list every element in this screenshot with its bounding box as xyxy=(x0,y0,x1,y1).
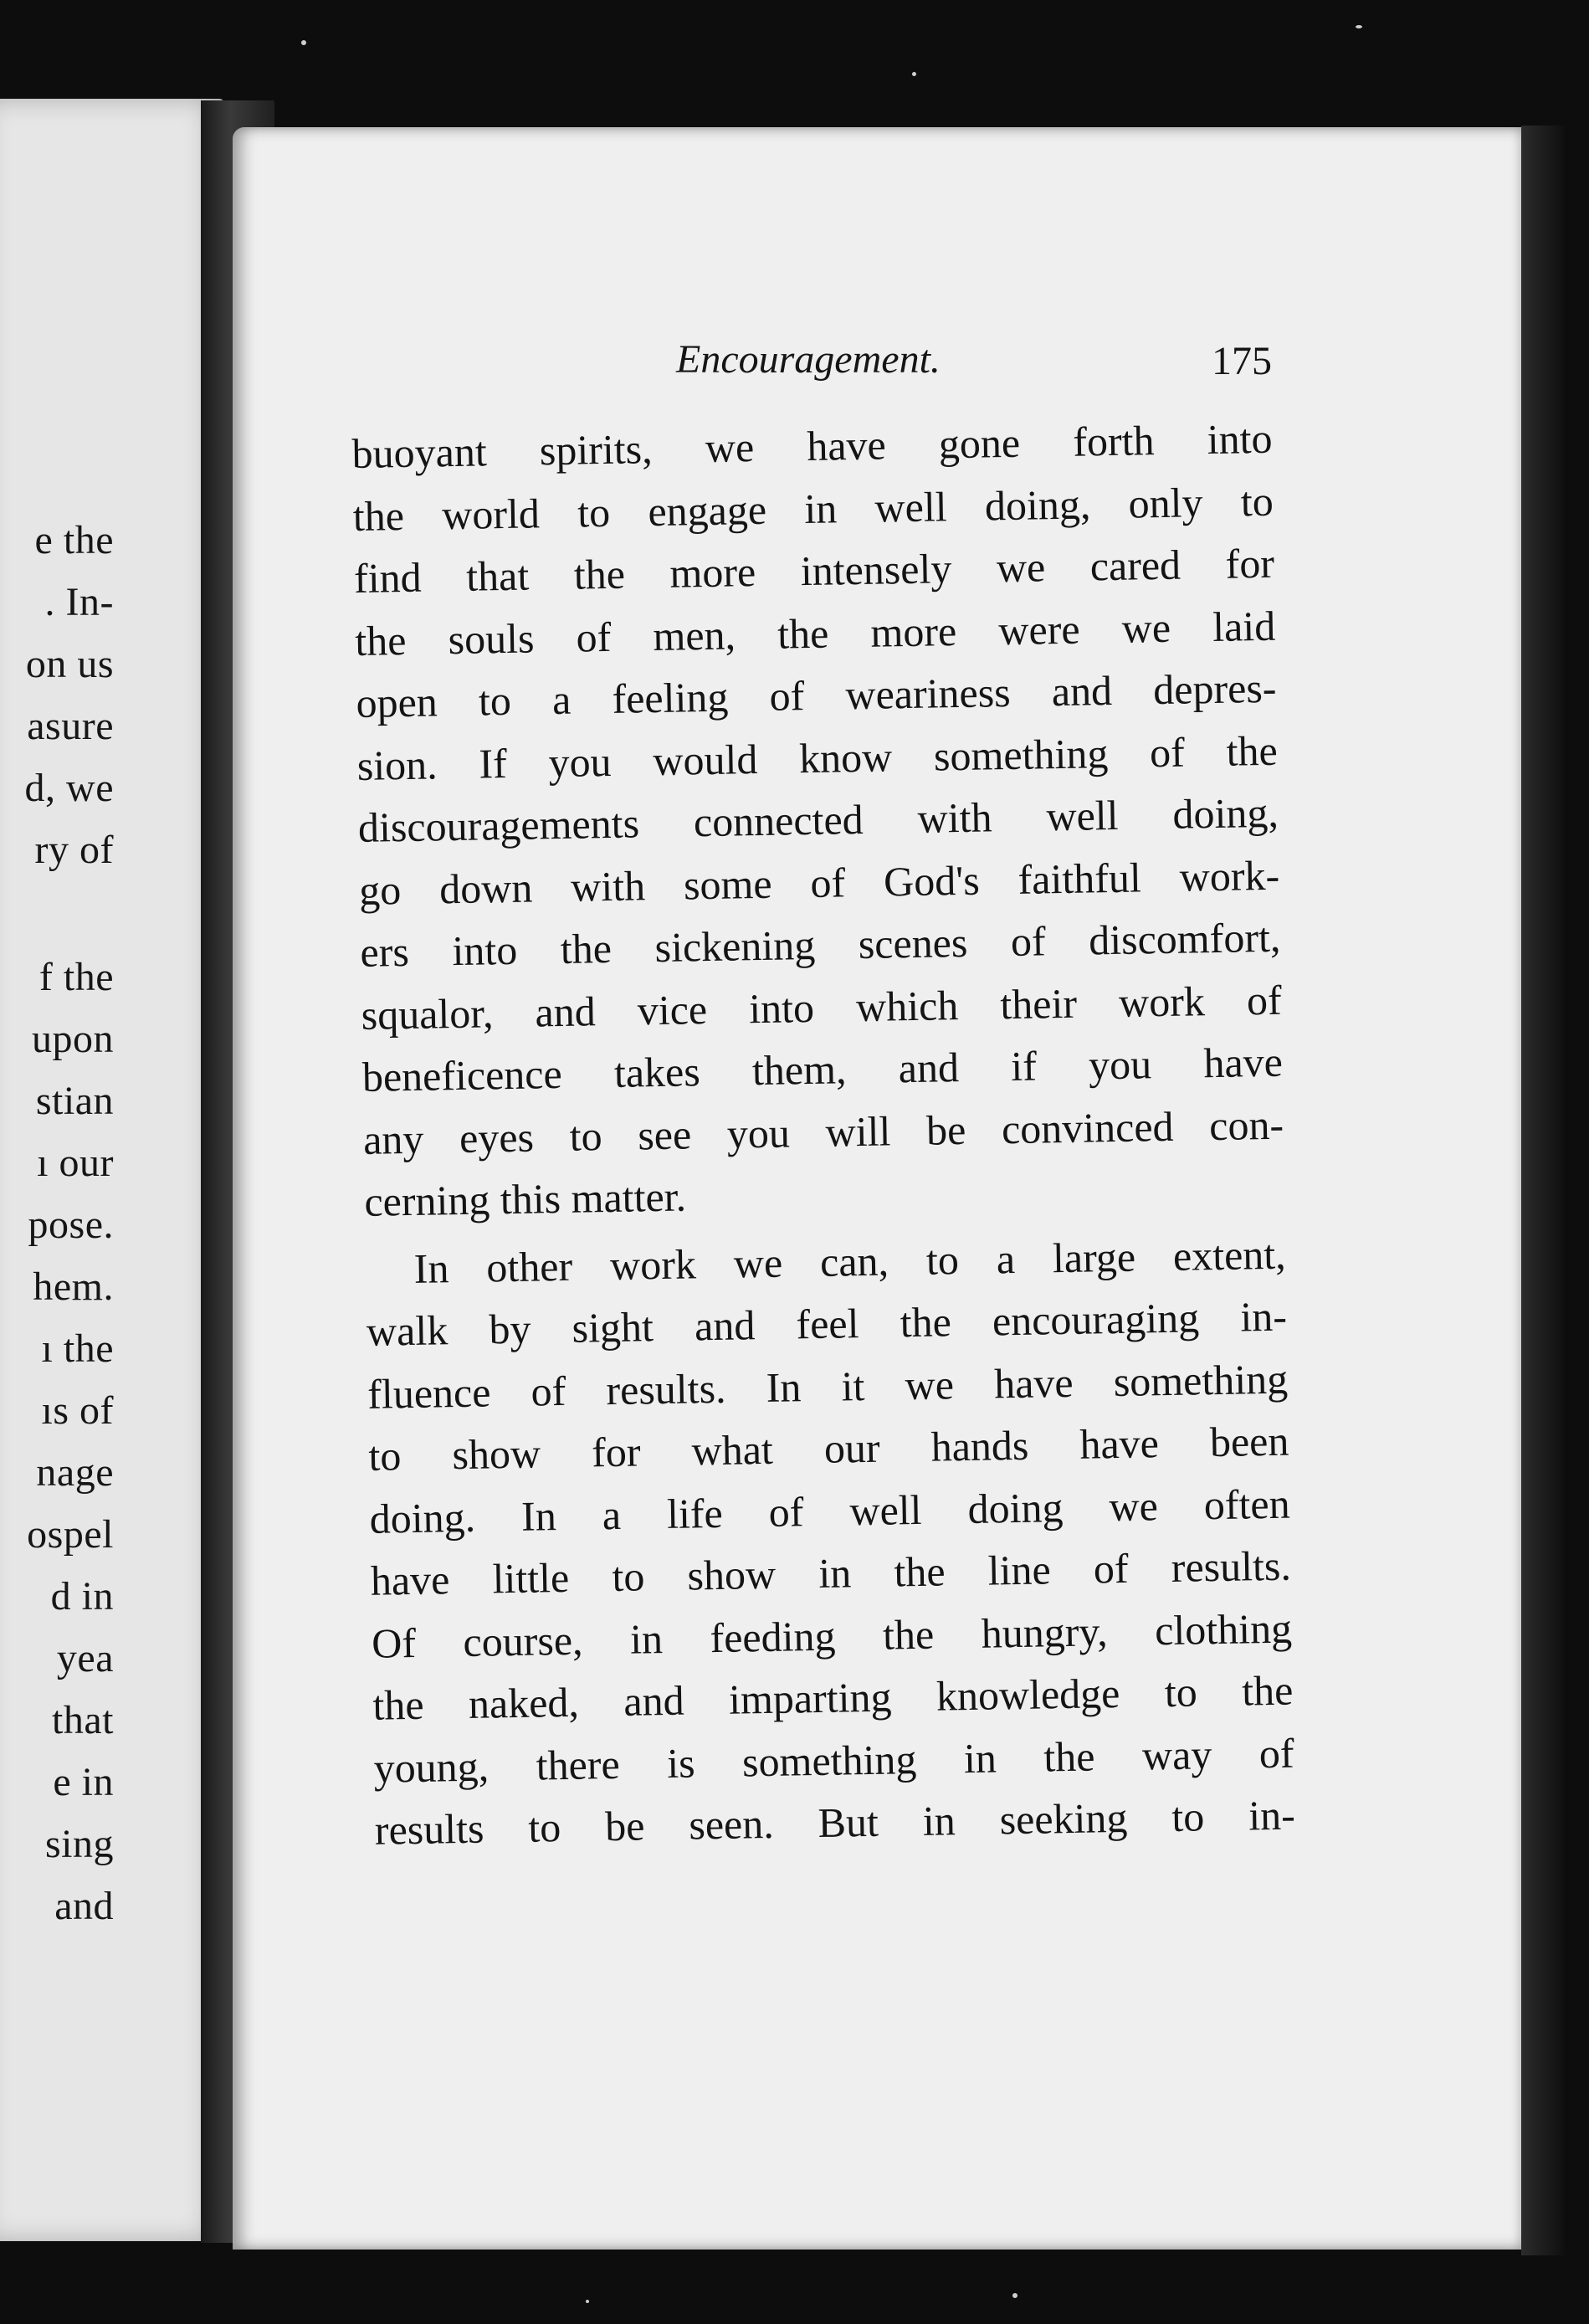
text-line: In other work we can, to a large extent, xyxy=(413,1230,1287,1292)
text-line: doing. In a life of well doing we often xyxy=(369,1480,1291,1542)
text-line: the souls of men, the more were we laid xyxy=(354,602,1276,664)
text-line: squalor, and vice into which their work of xyxy=(361,976,1283,1039)
left-fragment-line: sing xyxy=(44,1822,114,1866)
text-line: open to a feeling of weariness and depres- xyxy=(356,664,1277,726)
text-line: have little to show in the line of results. xyxy=(370,1542,1292,1604)
left-fragment-line: ı the xyxy=(41,1326,114,1371)
body-text xyxy=(351,408,1295,1862)
text-line: the world to engage in well doing, only to xyxy=(352,477,1274,540)
left-fragment-line: ospel xyxy=(27,1512,114,1557)
scan-speck xyxy=(1356,25,1362,28)
left-fragment-line: e the xyxy=(34,518,114,562)
left-fragment-line: f the xyxy=(38,955,114,999)
text-line: to show for what our hands have been xyxy=(368,1417,1289,1480)
left-fragment-line: yea xyxy=(56,1636,114,1680)
text-line: walk by sight and feel the encouraging in- xyxy=(366,1292,1288,1355)
left-fragment-line: stian xyxy=(35,1079,114,1123)
running-head: Encouragement. xyxy=(676,337,941,382)
scan-speck xyxy=(301,40,306,45)
text-line: fluence of results. In it we have something xyxy=(366,1355,1289,1418)
left-fragment-line: asure xyxy=(27,704,114,748)
left-fragment-line: e in xyxy=(53,1760,114,1804)
text-line: sion. If you would know something of the xyxy=(356,726,1279,789)
left-fragment-line: nage xyxy=(36,1450,114,1495)
scan-speck xyxy=(586,2300,589,2303)
page-number: 175 xyxy=(1212,339,1272,383)
text-line: the naked, and imparting knowledge to the xyxy=(372,1666,1294,1729)
left-fragment-line: d in xyxy=(50,1574,114,1619)
left-fragment-line: d, we xyxy=(24,766,114,810)
text-line: results to be seen. But in seeking to in- xyxy=(374,1791,1296,1854)
left-fragment-line: upon xyxy=(32,1017,114,1061)
left-fragment-line: ı our xyxy=(37,1141,114,1185)
text-line: buoyant spirits, we have gone forth into xyxy=(351,414,1273,477)
text-line: ers into the sickening scenes of discomfort, xyxy=(360,913,1281,976)
text-line: discouragements connected with well doing, xyxy=(357,788,1279,851)
text-line: find that the more intensely we cared for xyxy=(353,539,1275,602)
text-line: Of course, in feeding the hungry, clothing xyxy=(371,1604,1293,1667)
left-fragment-line: hem. xyxy=(33,1265,114,1309)
left-facing-page xyxy=(0,99,224,2241)
left-fragment-line: . In- xyxy=(44,580,114,624)
text-line: any eyes to see you will be convinced con- xyxy=(362,1100,1284,1163)
left-fragment-line: and xyxy=(54,1884,114,1928)
text-line: go down with some of God's faithful work- xyxy=(358,851,1280,914)
left-fragment-line: that xyxy=(52,1698,114,1742)
text-line: young, there is something in the way of xyxy=(373,1729,1294,1792)
page-edge-shadow xyxy=(1521,126,1565,2255)
left-fragment-line: ıs of xyxy=(41,1388,114,1433)
left-fragment-line: ry of xyxy=(34,828,114,872)
text-line: beneficence takes them, and if you have xyxy=(361,1038,1284,1100)
left-fragment-line: on us xyxy=(25,642,114,686)
scan-speck xyxy=(912,72,916,76)
scan-speck xyxy=(1012,2293,1017,2298)
left-fragment-line: pose. xyxy=(28,1203,114,1247)
text-line: cerning this matter. xyxy=(363,1172,687,1225)
page-header xyxy=(676,336,1272,395)
